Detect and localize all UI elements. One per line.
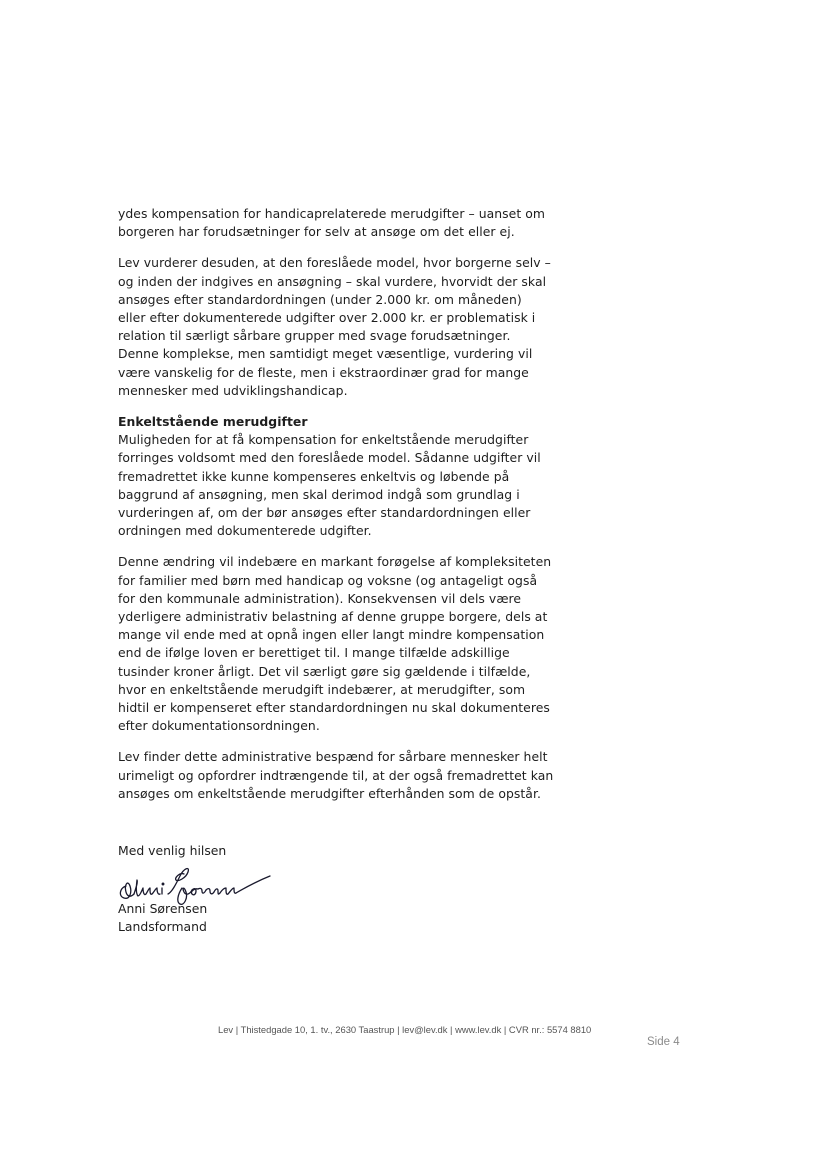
text-line: fremadrettet ikke kunne kompenseres enkeltvis og løbende på [118,468,510,484]
text-line: baggrund af ansøgning, men skal derimod indgå som grundlag i [118,486,520,502]
paragraph-intro [118,205,588,241]
text-line: ansøges om enkeltstående merudgifter efterhånden som de opstår. [118,785,541,801]
text-line: hidtil er kompenseret efter standardordningen nu skal dokumenteres [118,700,550,716]
text-line: ydes kompensation for handicaprelaterede merudgifter – uanset om [118,206,545,221]
page-number: Side 4 [647,1036,680,1048]
paragraph-assessment [118,254,588,400]
text-line: hvor en enkeltstående merudgift indebærer, at merudgifter, som [118,681,526,697]
paragraph-complexity [118,553,588,735]
text-line: og inden der indgives en ansøgning – skal vurdere, hvorvidt der skal [118,273,547,289]
text-line: Lev vurderer desuden, at den foreslåede model, hvor borgerne selv – [118,255,551,271]
signer-title: Landsformand [118,919,207,935]
text-line: forringes voldsomt med den foreslåede model. Sådanne udgifter vil [118,450,541,466]
text-line: Denne komplekse, men samtidigt meget væsentlige, vurdering vil [118,346,533,362]
text-line: vurderingen af, om der bør ansøges efter standardordningen eller [118,505,531,521]
text-line: urimeligt og opfordrer indtrængende til, at der også fremadrettet kan [118,767,554,783]
paragraph-conclusion [118,748,588,803]
signer-block [118,900,207,936]
text-line: yderligere administrativ belastning af denne gruppe borgere, dels at [118,609,548,625]
text-line: for den kommunale administration). Konsekvensen vil dels være [118,590,522,606]
text-line: Lev finder dette administrative bespænd for sårbare mennesker helt [118,749,548,765]
paragraph-single-expenses [118,413,588,540]
text-line: ansøges efter standardordningen (under 2.000 kr. om måneden) [118,291,522,307]
text-line: tusinder kroner årligt. Det vil særligt gøre sig gældende i tilfælde, [118,663,531,679]
text-line: Denne ændring vil indebære en markant forøgelse af kompleksiteten [118,554,552,570]
footer-contact-info: Lev | Thistedgade 10, 1. tv., 2630 Taastrup | lev@lev.dk | www.lev.dk | CVR nr.: 5574 8810 [218,1024,592,1035]
text-line: for familier med børn med handicap og voksne (og antageligt også [118,572,538,588]
section-heading: Enkeltstående merudgifter [118,414,308,430]
text-line: efter dokumentationsordningen. [118,718,320,734]
text-line: relation til særligt sårbare grupper med svage forudsætninger. [118,328,511,344]
text-line: ordningen med dokumenterede udgifter. [118,523,372,539]
signer-name: Anni Sørensen [118,901,208,916]
closing-salutation: Med venlig hilsen [118,843,227,858]
text-line: mennesker med udviklingshandicap. [118,382,348,398]
text-line: end de ifølge loven er berettiget til. I mange tilfælde adskillige [118,645,510,661]
text-line: eller efter dokumenterede udgifter over 2.000 kr. er problematisk i [118,310,536,326]
letter-body [118,205,588,816]
text-line: være vanskelig for de fleste, men i ekstraordinær grad for mange [118,364,529,380]
text-line: Muligheden for at få kompensation for enkeltstående merudgifter [118,432,529,448]
text-line: borgeren har forudsætninger for selv at ansøge om det eller ej. [118,224,515,240]
text-line: mange vil ende med at opnå ingen eller langt mindre kompensation [118,627,545,643]
